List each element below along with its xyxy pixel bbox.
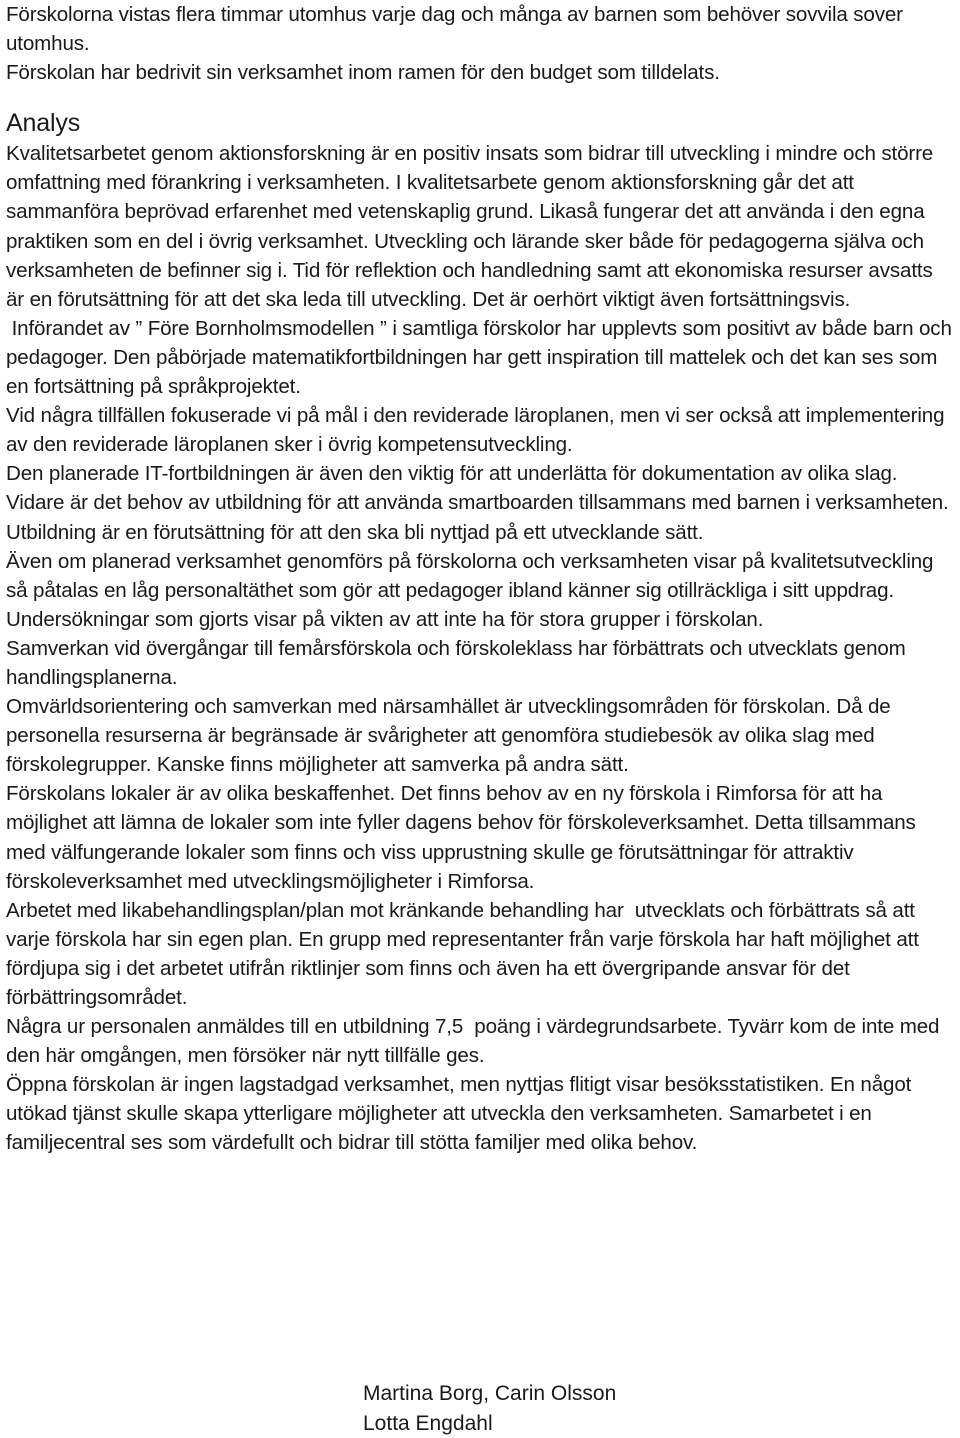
intro-paragraph-1: Förskolorna vistas flera timmar utomhus varje dag och många av barnen som behöver sovvila sover utomhus.: [6, 0, 956, 58]
intro-paragraph-2: Förskolan har bedrivit sin verksamhet inom ramen för den budget som tilldelats.: [6, 58, 956, 87]
analysis-paragraph-3: Vid några tillfällen fokuserade vi på mål i den reviderade läroplanen, men vi ser också att implementering av den reviderade läroplanen sker i övrig kompetensutveckling.: [6, 401, 956, 459]
analysis-paragraph-7: Omvärldsorientering och samverkan med närsamhället är utvecklingsområden för förskolan. Då de personella resurserna är begränsade är svårigheter att genomföra studiebesök av olika slag med förskolegrupper. Kanske finns möjligheter att samverka på andra sätt.: [6, 692, 956, 779]
analysis-paragraph-4: Den planerade IT-fortbildningen är även den viktig för att underlätta för dokumentation av olika slag. Vidare är det behov av utbildning för att använda smartboarden tillsammans med barnen i verksamheten. Utbildning är en förutsättning för att den ska bli nyttjad på ett utvecklande sätt.: [6, 459, 956, 546]
analysis-paragraph-11: Öppna förskolan är ingen lagstadgad verksamhet, men nyttjas flitigt visar besöksstatistiken. En något utökad tjänst skulle skapa ytterligare möjligheter att utveckla den verksamheten. Samarbetet i en familjecentral ses som värdefullt och bidrar till stötta familjer med olika behov.: [6, 1070, 956, 1157]
analysis-paragraph-10: Några ur personalen anmäldes till en utbildning 7,5 poäng i värdegrundsarbete. Tyvärr kom de inte med den här omgången, men försöker när nytt tillfälle ges.: [6, 1012, 956, 1070]
analysis-paragraph-2: Införandet av ” Före Bornholmsmodellen ” i samtliga förskolor har upplevts som positivt av både barn och pedagoger. Den påbörjade matematikfortbildningen har gett inspiration till mattelek och det kan ses som en fortsättning på språkprojektet.: [6, 314, 956, 401]
analysis-paragraph-8: Förskolans lokaler är av olika beskaffenhet. Det finns behov av en ny förskola i Rimforsa för att ha möjlighet att lämna de lokaler som inte fyller dagens behov för förskoleverksamhet. Detta tillsammans med välfungerande lokaler som finns och viss upprustning skulle ge förutsättningar för attraktiv förskoleverksamhet med utvecklingsmöjligheter i Rimforsa.: [6, 779, 956, 895]
signature-line-1: Martina Borg, Carin Olsson: [363, 1379, 616, 1409]
document-body: [6, 0, 956, 1158]
signature-line-2: Lotta Engdahl: [363, 1409, 616, 1438]
analysis-paragraph-1: Kvalitetsarbetet genom aktionsforskning är en positiv insats som bidrar till utveckling i mindre och större omfattning med förankring i verksamheten. I kvalitetsarbete genom aktionsforskning går det att sammanföra beprövad erfarenhet med vetenskaplig grund. Likaså fungerar det att använda i den egna praktiken som en del i övrig verksamhet. Utveckling och lärande sker både för pedagogerna själva och verksamheten de befinner sig i. Tid för reflektion och handledning samt att ekonomiska resurser avsatts är en förutsättning för att det ska leda till utveckling. Det är oerhört viktigt även fortsättningsvis.: [6, 139, 956, 314]
analysis-paragraph-5: Även om planerad verksamhet genomförs på förskolorna och verksamheten visar på kvalitetsutveckling så påtalas en låg personaltäthet som gör att pedagoger ibland känner sig otillräckliga i sitt uppdrag. Undersökningar som gjorts visar på vikten av att inte ha för stora grupper i förskolan.: [6, 547, 956, 634]
analysis-paragraph-6: Samverkan vid övergångar till femårsförskola och förskoleklass har förbättrats och utvecklats genom handlingsplanerna.: [6, 634, 956, 692]
analysis-paragraph-9: Arbetet med likabehandlingsplan/plan mot kränkande behandling har utvecklats och förbättrats så att varje förskola har sin egen plan. En grupp med representanter från varje förskola har haft möjlighet att fördjupa sig i det arbetet utifrån riktlinjer som finns och även ha ett övergripande ansvar för det förbättringsområdet.: [6, 896, 956, 1012]
signature-block: [363, 1379, 616, 1438]
section-heading-analys: Analys: [6, 107, 956, 139]
